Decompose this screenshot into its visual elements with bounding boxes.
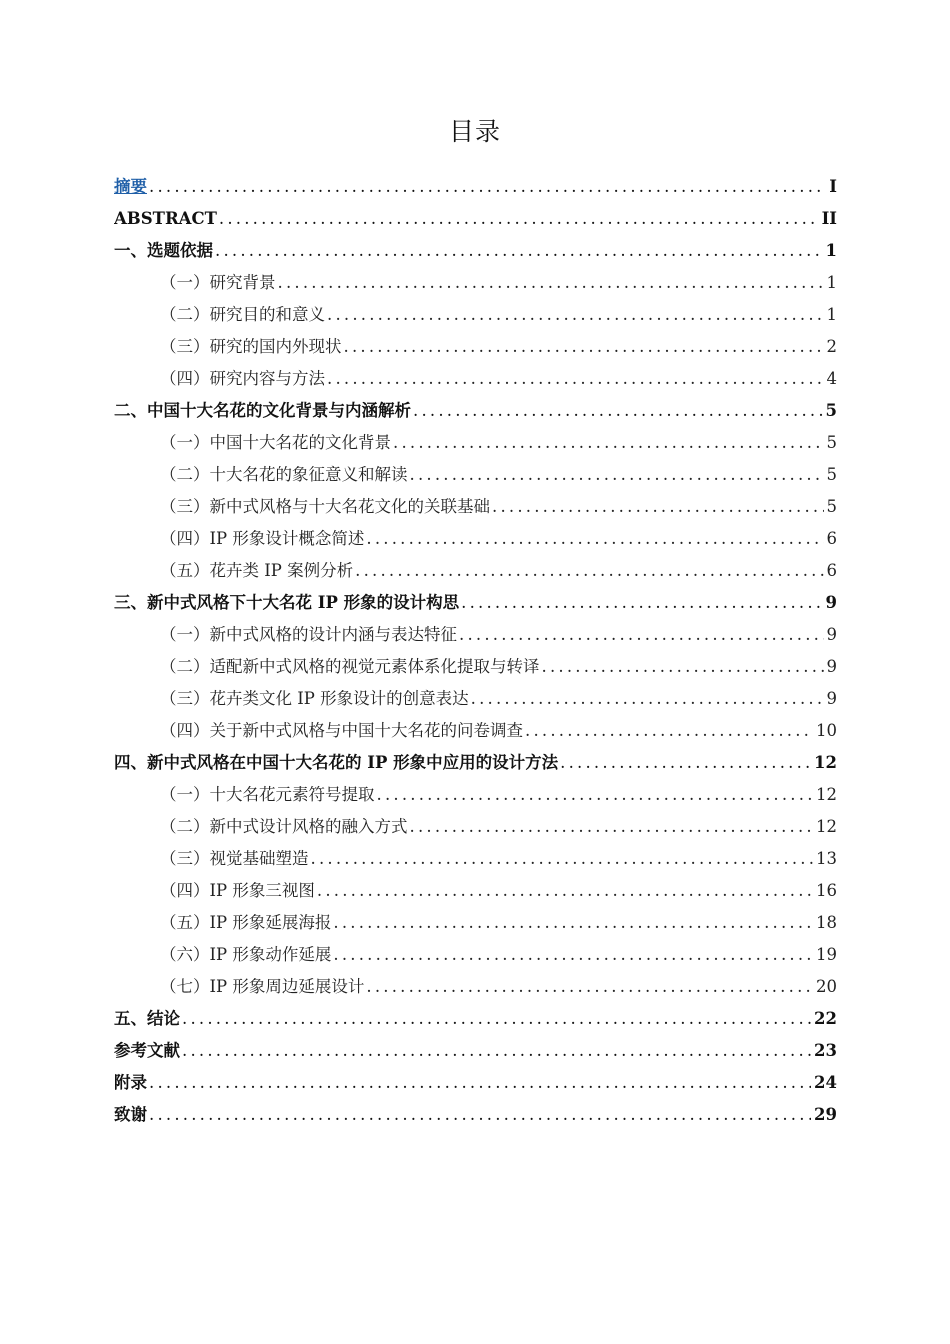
toc-entry-page-number: 12: [814, 753, 837, 772]
toc-entry-label: 一、选题依据: [114, 241, 213, 260]
toc-entry-label: （三）研究的国内外现状: [160, 337, 342, 356]
toc-entry-section[interactable]: [114, 843, 837, 875]
toc-entry-page-number: 23: [814, 1041, 837, 1060]
toc-entry-label: （二）十大名花的象征意义和解读: [160, 465, 408, 484]
table-of-contents: [114, 171, 837, 1131]
toc-entry-label: （五）IP 形象延展海报: [160, 913, 332, 932]
toc-entry-label: （三）花卉类文化 IP 形象设计的创意表达: [160, 689, 469, 708]
toc-entry-label: （一）新中式风格的设计内涵与表达特征: [160, 625, 457, 644]
toc-entry-page-number: 9: [826, 625, 837, 644]
toc-dot-leader: [355, 555, 823, 587]
toc-entry-section[interactable]: [114, 491, 837, 523]
toc-entry-page-number: 9: [825, 593, 837, 612]
toc-entry-page-number: I: [829, 177, 837, 196]
toc-entry-section[interactable]: [114, 267, 837, 299]
toc-entry-page-number: II: [821, 209, 837, 228]
toc-entry-page-number: 6: [826, 561, 837, 580]
toc-dot-leader: [182, 1003, 811, 1035]
toc-dot-leader: [344, 331, 824, 363]
toc-dot-leader: [413, 395, 823, 427]
toc-entry-page-number: 22: [814, 1009, 837, 1028]
toc-dot-leader: [182, 1035, 811, 1067]
toc-entry-page-number: 16: [816, 881, 837, 900]
toc-dot-leader: [492, 491, 824, 523]
toc-dot-leader: [149, 1067, 811, 1099]
toc-dot-leader: [327, 363, 824, 395]
toc-dot-leader: [366, 971, 813, 1003]
toc-entry-chapter[interactable]: [114, 1099, 837, 1131]
toc-entry-section[interactable]: [114, 971, 837, 1003]
toc-dot-leader: [149, 171, 826, 203]
toc-entry-page-number: 1: [826, 273, 837, 292]
toc-entry-page-number: 9: [826, 689, 837, 708]
toc-entry-label: （一）十大名花元素符号提取: [160, 785, 375, 804]
toc-entry-page-number: 12: [816, 785, 837, 804]
toc-entry-label: （四）IP 形象设计概念简述: [160, 529, 365, 548]
toc-entry-section[interactable]: [114, 299, 837, 331]
toc-entry-page-number: 9: [826, 657, 837, 676]
toc-entry-page-number: 10: [816, 721, 837, 740]
toc-entry-label: 致谢: [114, 1105, 147, 1124]
toc-entry-label: （三）新中式风格与十大名花文化的关联基础: [160, 497, 490, 516]
toc-dot-leader: [317, 875, 813, 907]
toc-dot-leader: [366, 523, 823, 555]
toc-entry-section[interactable]: [114, 427, 837, 459]
toc-entry-chapter[interactable]: [114, 171, 837, 203]
toc-dot-leader: [461, 587, 822, 619]
toc-entry-page-number: 5: [826, 497, 837, 516]
toc-entry-label: 二、中国十大名花的文化背景与内涵解析: [114, 401, 411, 420]
toc-entry-page-number: 24: [814, 1073, 837, 1092]
toc-entry-label: （六）IP 形象动作延展: [160, 945, 332, 964]
toc-dot-leader: [459, 619, 824, 651]
toc-entry-section[interactable]: [114, 875, 837, 907]
toc-dot-leader: [215, 235, 823, 267]
toc-entry-chapter[interactable]: [114, 747, 837, 779]
toc-entry-page-number: 29: [814, 1105, 837, 1124]
toc-dot-leader: [560, 747, 811, 779]
toc-dot-leader: [333, 939, 813, 971]
toc-entry-page-number: 19: [816, 945, 837, 964]
toc-entry-label: （一）研究背景: [160, 273, 276, 292]
page-title: 目录: [448, 117, 501, 146]
toc-entry-page-number: 2: [826, 337, 837, 356]
toc-entry-section[interactable]: [114, 363, 837, 395]
toc-dot-leader: [278, 267, 824, 299]
toc-entry-page-number: 1: [825, 241, 837, 260]
toc-entry-label: （二）适配新中式风格的视觉元素体系化提取与转译: [160, 657, 540, 676]
toc-entry-page-number: 1: [826, 305, 837, 324]
toc-dot-leader: [471, 683, 824, 715]
toc-entry-section[interactable]: [114, 907, 837, 939]
toc-entry-page-number: 13: [816, 849, 837, 868]
toc-entry-section[interactable]: [114, 523, 837, 555]
toc-dot-leader: [327, 299, 824, 331]
toc-entry-label: （五）花卉类 IP 案例分析: [160, 561, 354, 580]
toc-entry-label: 五、结论: [114, 1009, 180, 1028]
toc-dot-leader: [410, 811, 814, 843]
toc-entry-section[interactable]: [114, 811, 837, 843]
toc-dot-leader: [393, 427, 824, 459]
toc-dot-leader: [410, 459, 824, 491]
toc-entry-chapter[interactable]: [114, 235, 837, 267]
toc-dot-leader: [377, 779, 814, 811]
toc-entry-section[interactable]: [114, 619, 837, 651]
toc-entry-page-number: 5: [825, 401, 837, 420]
toc-entry-label: （二）研究目的和意义: [160, 305, 325, 324]
toc-entry-page-number: 20: [816, 977, 837, 996]
toc-entry-label: 附录: [114, 1073, 147, 1092]
toc-entry-page-number: 4: [826, 369, 837, 388]
toc-entry-page-number: 18: [816, 913, 837, 932]
toc-entry-label: （四）IP 形象三视图: [160, 881, 315, 900]
toc-dot-leader: [525, 715, 813, 747]
toc-entry-section[interactable]: [114, 939, 837, 971]
toc-entry-page-number: 6: [826, 529, 837, 548]
toc-entry-chapter[interactable]: [114, 1003, 837, 1035]
toc-entry-section[interactable]: [114, 331, 837, 363]
toc-dot-leader: [333, 907, 813, 939]
toc-entry-label: ABSTRACT: [114, 209, 217, 228]
toc-dot-leader: [219, 203, 819, 235]
toc-entry-page-number: 5: [826, 433, 837, 452]
toc-entry-label[interactable]: 摘要: [114, 177, 147, 196]
toc-entry-label: （三）视觉基础塑造: [160, 849, 309, 868]
toc-entry-section[interactable]: [114, 555, 837, 587]
toc-dot-leader: [542, 651, 824, 683]
toc-entry-section[interactable]: [114, 779, 837, 811]
toc-entry-chapter[interactable]: [114, 395, 837, 427]
toc-entry-label: （四）研究内容与方法: [160, 369, 325, 388]
toc-entry-section[interactable]: [114, 651, 837, 683]
toc-entry-page-number: 5: [826, 465, 837, 484]
toc-entry-section[interactable]: [114, 683, 837, 715]
toc-dot-leader: [149, 1099, 811, 1131]
toc-entry-label: （一）中国十大名花的文化背景: [160, 433, 391, 452]
toc-entry-chapter[interactable]: [114, 1067, 837, 1099]
toc-dot-leader: [311, 843, 814, 875]
toc-entry-chapter[interactable]: [114, 203, 837, 235]
toc-entry-page-number: 12: [816, 817, 837, 836]
toc-entry-section[interactable]: [114, 715, 837, 747]
toc-entry-label: 四、新中式风格在中国十大名花的 IP 形象中应用的设计方法: [114, 753, 559, 772]
toc-entry-label: 三、新中式风格下十大名花 IP 形象的设计构思: [114, 593, 460, 612]
toc-entry-chapter[interactable]: [114, 587, 837, 619]
toc-entry-label: （四）关于新中式风格与中国十大名花的问卷调查: [160, 721, 523, 740]
toc-entry-section[interactable]: [114, 459, 837, 491]
toc-entry-label: 参考文献: [114, 1041, 180, 1060]
toc-entry-label: （七）IP 形象周边延展设计: [160, 977, 365, 996]
toc-entry-chapter[interactable]: [114, 1035, 837, 1067]
toc-entry-label: （二）新中式设计风格的融入方式: [160, 817, 408, 836]
